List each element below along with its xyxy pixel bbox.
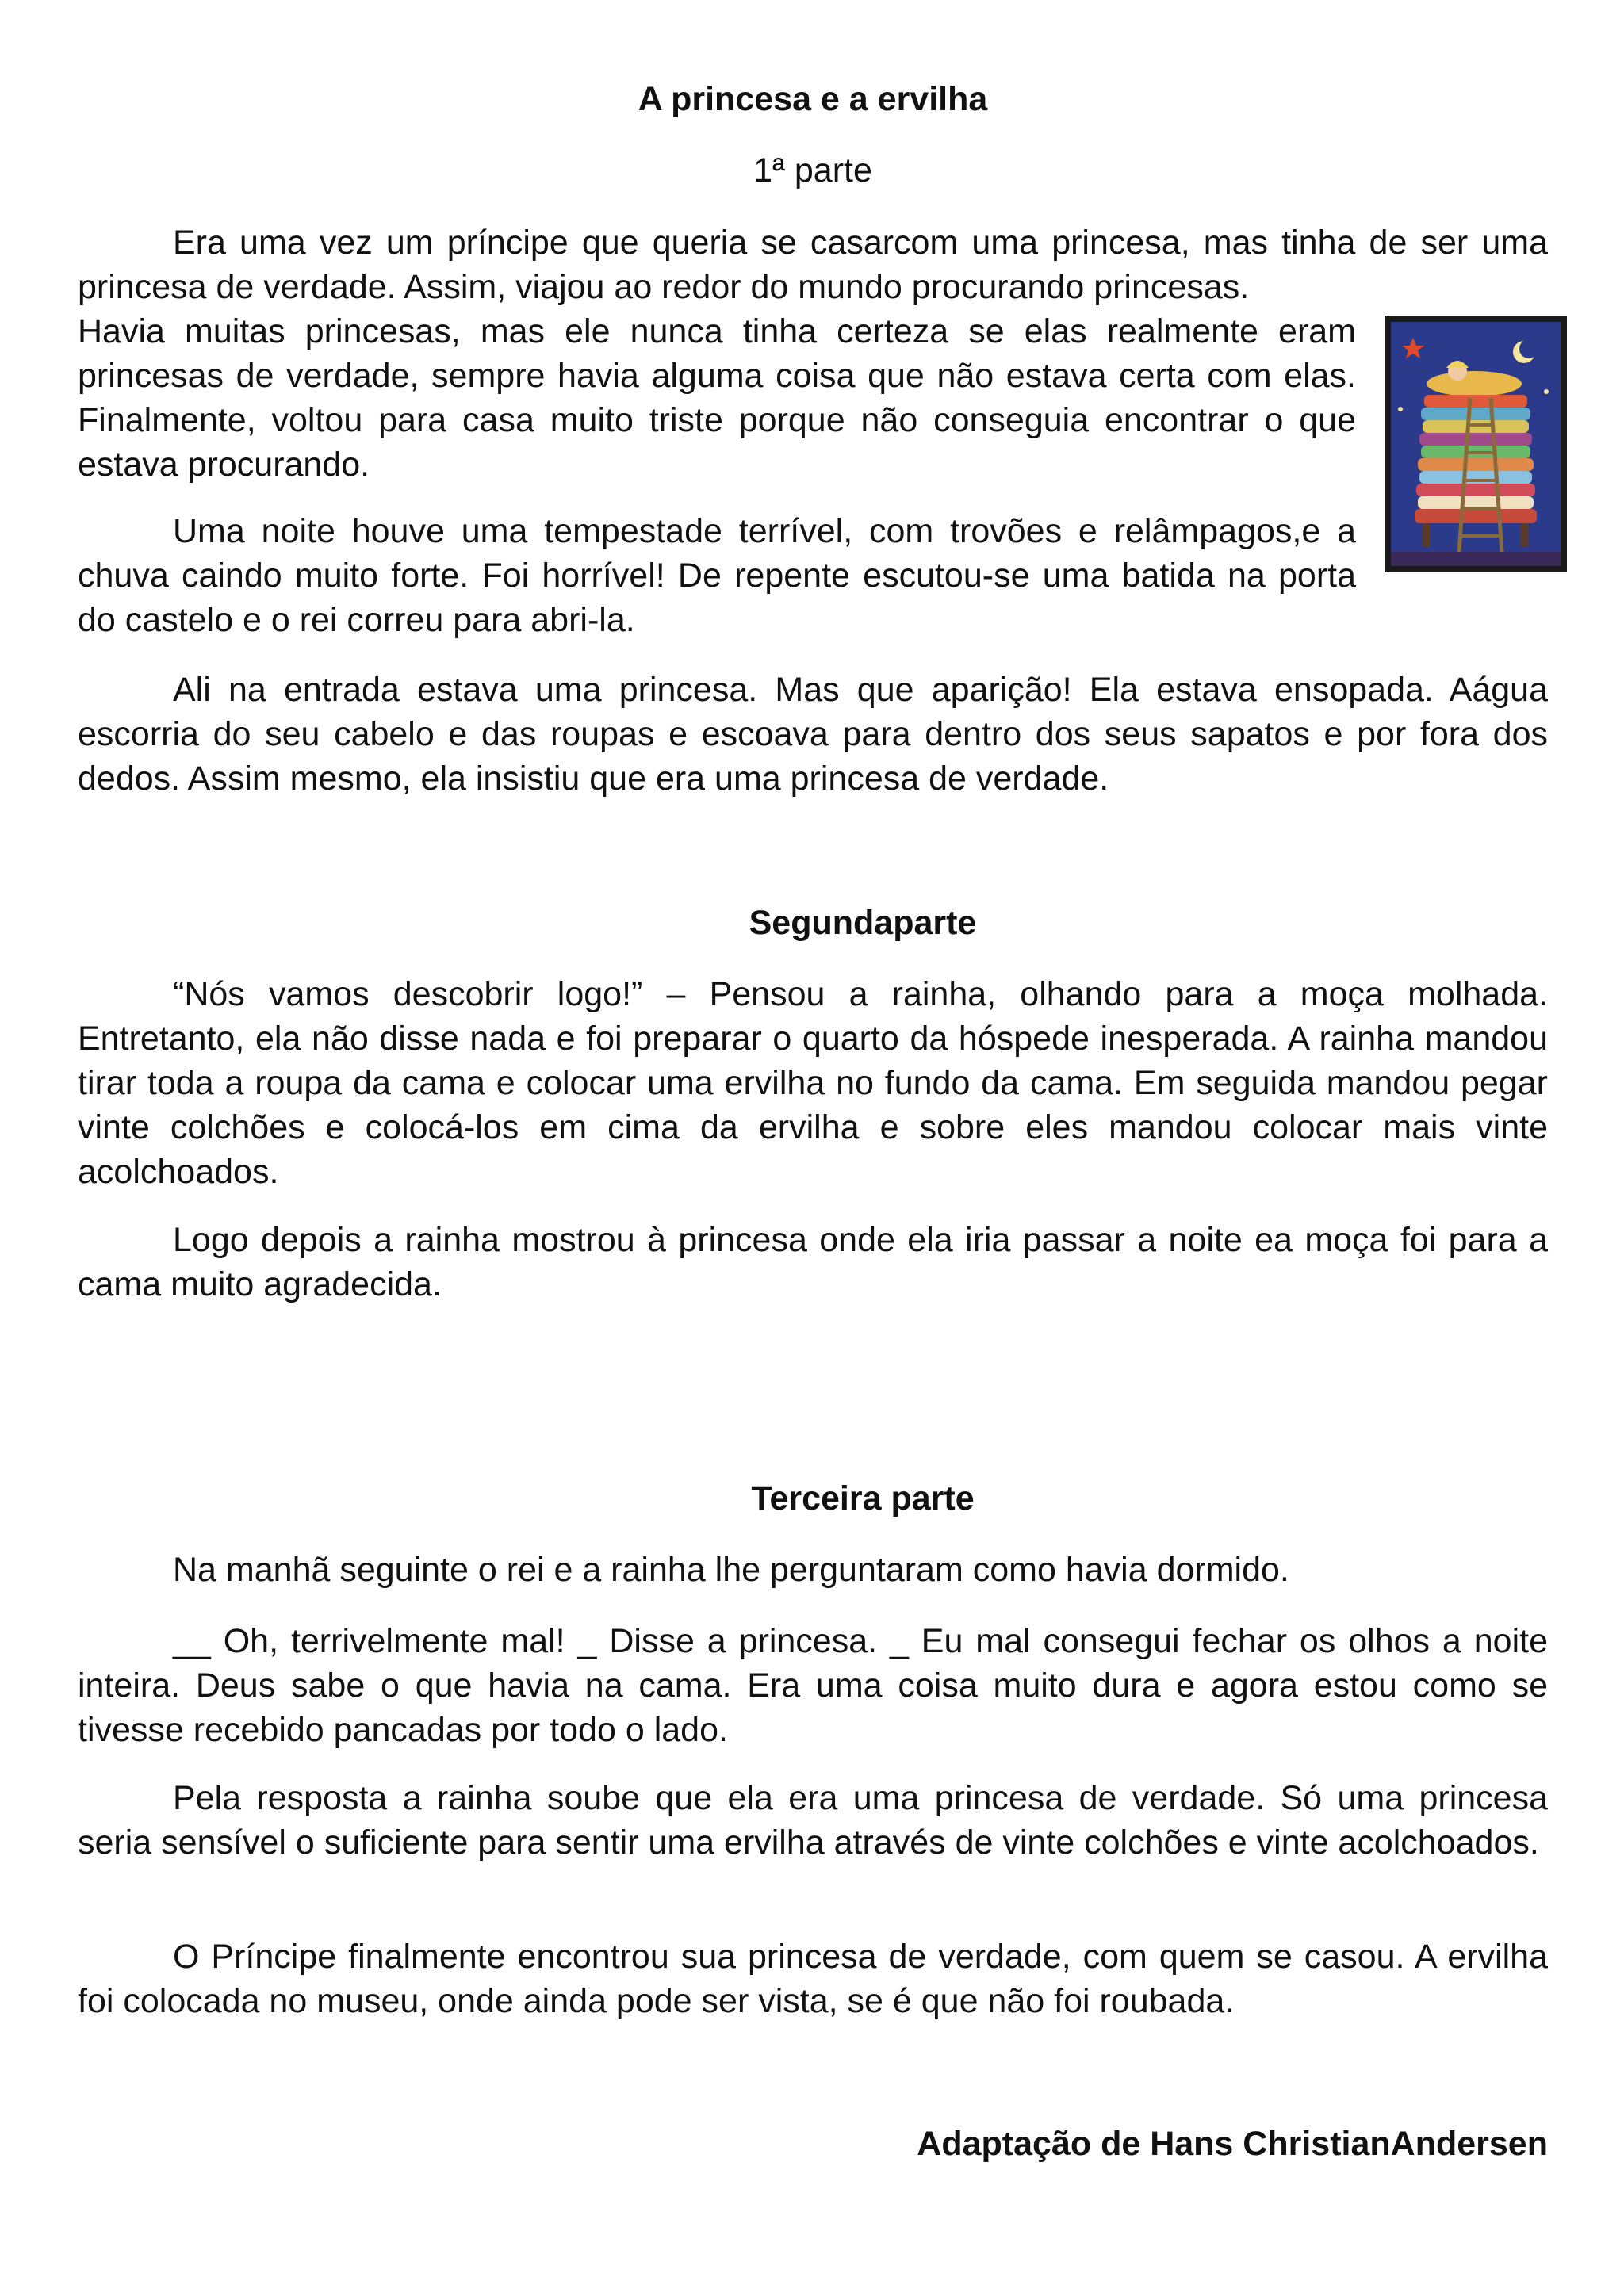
story-title: A princesa e a ervilha (638, 80, 988, 118)
part3-heading: Terceira parte (751, 1479, 975, 1517)
part2-paragraph-2: Logo depois a rainha mostrou à princesa onde ela iria passar a noite ea moça foi para a cama muito agradecida. (78, 1221, 1548, 1303)
part1-paragraph-1b: Havia muitas princesas, mas ele nunca tinha certeza se elas realmente eram princesas de verdade, sempre havia alguma coisa que não estava certa com elas. Finalmente, voltou para casa muito triste porque não conseguia encontrar o que estava procurando. (78, 312, 1356, 484)
part1-heading: 1ª parte (753, 151, 872, 189)
author-signature: Adaptação de Hans ChristianAndersen (917, 2125, 1548, 2163)
part3-paragraph-4: O Príncipe finalmente encontrou sua princesa de verdade, com quem se casou. A ervilha foi colocada no museu, onde ainda pode ser vista, se é que não foi roubada. (78, 1938, 1548, 2020)
princess-on-mattresses-illustration (1385, 316, 1567, 572)
part1-paragraph-1a: Era uma vez um príncipe que queria se casarcom uma princesa, mas tinha de ser uma princesa de verdade. Assim, viajou ao redor do mundo procurando princesas. (78, 224, 1548, 306)
part3-paragraph-1: Na manhã seguinte o rei e a rainha lhe perguntaram como havia dormido. (173, 1551, 1289, 1589)
part2-heading: Segundaparte (749, 904, 977, 942)
illustration-art (1391, 322, 1561, 566)
part3-paragraph-3: Pela resposta a rainha soube que ela era uma princesa de verdade. Só uma princesa seria sensível o suficiente para sentir uma ervilha através de vinte colchões e vinte acolchoados. (78, 1779, 1548, 1862)
part3-paragraph-2: __ Oh, terrivelmente mal! _ Disse a princesa. _ Eu mal consegui fechar os olhos a noite inteira. Deus sabe o que havia na cama. Era uma coisa muito dura e agora estou como se tivesse recebido pancadas por todo o lado. (78, 1622, 1548, 1749)
part1-paragraph-2: Uma noite houve uma tempestade terrível, com trovões e relâmpagos,e a chuva caindo muito forte. Foi horrível! De repente escutou-se uma batida na porta do castelo e o rei correu para abri-la. (78, 512, 1356, 639)
part1-paragraph-3: Ali na entrada estava uma princesa. Mas que aparição! Ela estava ensopada. Aágua escorria do seu cabelo e das roupas e escoava para dentro dos seus sapatos e por fora dos dedos. Assim mesmo, ela insistiu que era uma princesa de verdade. (78, 671, 1548, 798)
part2-paragraph-1: “Nós vamos descobrir logo!” – Pensou a rainha, olhando para a moça molhada. Entretanto, ela não disse nada e foi preparar o quarto da hóspede inesperada. A rainha mandou tirar toda a roupa da cama e colocar uma ervilha no fundo da cama. Em seguida mandou pegar vinte colchões e colocá-los em cima da ervilha e sobre eles mandou colocar mais vinte acolchoados. (78, 975, 1548, 1191)
